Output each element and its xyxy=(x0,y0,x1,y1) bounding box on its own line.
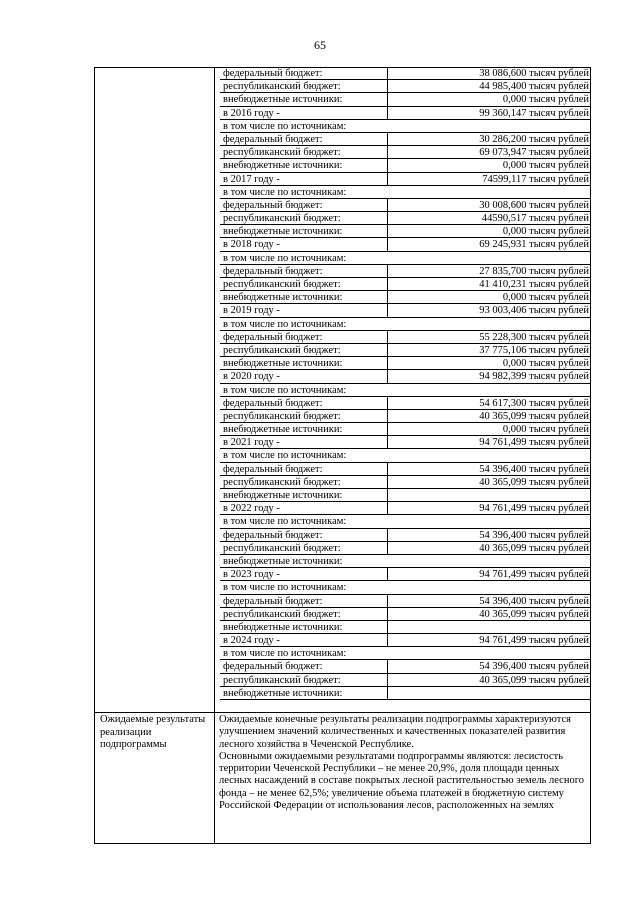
row-value: 44 985,400 тысяч рублей xyxy=(479,81,589,93)
row-label: федеральный бюджет: xyxy=(223,68,323,79)
table-row xyxy=(220,410,591,423)
row-value: 54 396,400 тысяч рублей xyxy=(479,529,589,541)
cell-divider xyxy=(387,67,388,79)
row-label: федеральный бюджет: xyxy=(223,133,323,145)
row-value: 0,000 тысяч рублей xyxy=(502,424,589,436)
row-value: 40 365,099 тысяч рублей xyxy=(479,608,589,620)
row-value: 94 761,499 тысяч рублей xyxy=(479,437,589,449)
row-value: 99 360,147 тысяч рублей xyxy=(479,107,589,119)
table-row xyxy=(220,687,591,700)
table-row xyxy=(220,159,591,172)
section-divider xyxy=(94,712,591,713)
table-row xyxy=(220,304,591,317)
row-value: 94 761,499 тысяч рублей xyxy=(479,635,589,647)
table-row xyxy=(220,265,591,278)
row-value: 38 086,600 тысяч рублей xyxy=(479,68,589,79)
table-row xyxy=(220,621,591,634)
cell-divider xyxy=(387,225,388,237)
table-row xyxy=(220,252,591,265)
row-label: федеральный бюджет: xyxy=(223,529,323,541)
row-label: федеральный бюджет: xyxy=(223,661,323,673)
cell-divider xyxy=(387,93,388,105)
row-label: федеральный бюджет: xyxy=(223,331,323,343)
table-row xyxy=(220,80,591,93)
table-row xyxy=(220,212,591,225)
row-label: внебюджетные источники: xyxy=(223,160,343,172)
row-label: республиканский бюджет: xyxy=(223,476,341,488)
section-paragraph: Ожидаемые конечные результаты реализации подпрограммы характеризуются улучшением значений количественных и качественных показателей развития лесного хозяйства в Чеченской Республике. xyxy=(219,714,571,750)
table-row xyxy=(220,173,591,186)
row-label: федеральный бюджет: xyxy=(223,265,323,277)
row-value: 27 835,700 тысяч рублей xyxy=(479,265,589,277)
table-row xyxy=(220,344,591,357)
row-label: в 2020 году - xyxy=(223,371,280,383)
table-row xyxy=(220,370,591,383)
table-row xyxy=(220,278,591,291)
table-row xyxy=(220,463,591,476)
section-paragraph: Основными ожидаемыми результатами подпрограммы являются: лесистость территории Чеченской Республики – не менее 20,9%, доля площади ценных лесных насаждений в составе покрытых лесной растительностью земель лесного фонда – не менее 62,5%; увеличение объема платежей в бюджетную систему Российской Федерации от использования лесов, расположенных на землях xyxy=(219,750,584,812)
table-row xyxy=(220,423,591,436)
table-column-divider xyxy=(214,67,215,844)
table-row xyxy=(220,436,591,449)
cell-divider xyxy=(387,529,388,541)
cell-divider xyxy=(387,173,388,185)
row-label: республиканский бюджет: xyxy=(223,279,341,290)
row-label: в том числе по источникам: xyxy=(223,582,347,594)
cell-divider xyxy=(387,608,388,620)
section-label: Ожидаемые результаты реализации подпрограммы xyxy=(100,714,206,750)
table-row xyxy=(220,186,591,199)
cell-divider xyxy=(387,291,388,303)
row-label: в 2016 году - xyxy=(223,107,280,119)
row-label: внебюджетные источники: xyxy=(223,621,343,633)
table-row xyxy=(220,581,591,594)
row-value: 54 396,400 тысяч рублей xyxy=(479,595,589,607)
cell-divider xyxy=(387,107,388,119)
table-row xyxy=(220,331,591,344)
table-row xyxy=(220,660,591,673)
cell-divider xyxy=(387,278,388,290)
cell-divider xyxy=(387,357,388,369)
cell-divider xyxy=(387,634,388,646)
cell-divider xyxy=(387,397,388,409)
row-label: республиканский бюджет: xyxy=(223,213,341,225)
row-label: внебюджетные источники: xyxy=(223,94,343,106)
row-label: федеральный бюджет: xyxy=(223,463,323,475)
cell-divider xyxy=(387,344,388,356)
table-row xyxy=(220,634,591,647)
row-label: внебюджетные источники: xyxy=(223,226,343,238)
table-row xyxy=(220,357,591,370)
row-label: внебюджетные источники: xyxy=(223,292,343,304)
row-value: 94 761,499 тысяч рублей xyxy=(479,569,589,581)
row-label: республиканский бюджет: xyxy=(223,410,341,422)
row-label: в 2023 году - xyxy=(223,569,280,581)
row-value: 44590,517 тысяч рублей xyxy=(481,213,589,225)
row-value: 69 245,931 тысяч рублей xyxy=(479,239,589,251)
row-label: внебюджетные источники: xyxy=(223,687,343,699)
row-label: внебюджетные источники: xyxy=(223,358,343,370)
cell-divider xyxy=(387,133,388,145)
cell-divider xyxy=(387,265,388,277)
cell-divider xyxy=(387,476,388,488)
row-value: 55 228,300 тысяч рублей xyxy=(479,331,589,343)
table-row xyxy=(220,529,591,542)
row-label: внебюджетные источники: xyxy=(223,424,343,436)
row-value: 0,000 тысяч рублей xyxy=(502,292,589,304)
row-label: республиканский бюджет: xyxy=(223,344,341,356)
row-value: 54 396,400 тысяч рублей xyxy=(479,463,589,475)
row-label: в 2022 году - xyxy=(223,503,280,515)
cell-divider xyxy=(387,331,388,343)
row-label: в том числе по источникам: xyxy=(223,648,347,660)
row-value: 0,000 тысяч рублей xyxy=(502,160,589,172)
row-label: в том числе по источникам: xyxy=(223,318,347,330)
cell-divider xyxy=(387,542,388,554)
row-label: республиканский бюджет: xyxy=(223,542,341,554)
cell-divider xyxy=(387,595,388,607)
row-label: в том числе по источникам: xyxy=(223,186,347,198)
section-text xyxy=(219,714,587,812)
table-row xyxy=(220,93,591,106)
row-label: в 2017 году - xyxy=(223,173,280,185)
table-row xyxy=(220,608,591,621)
cell-divider xyxy=(387,463,388,475)
row-value: 69 073,947 тысяч рублей xyxy=(479,147,589,159)
row-label: в том числе по источникам: xyxy=(223,450,347,462)
cell-divider xyxy=(387,568,388,580)
row-label: республиканский бюджет: xyxy=(223,674,341,686)
row-value: 54 396,400 тысяч рублей xyxy=(479,661,589,673)
row-value: 41 410,231 тысяч рублей xyxy=(479,279,589,290)
table-row xyxy=(220,238,591,251)
table-row xyxy=(220,397,591,410)
table-row xyxy=(220,449,591,462)
row-label: республиканский бюджет: xyxy=(223,81,341,93)
page-number: 65 xyxy=(314,38,326,52)
table-row xyxy=(220,318,591,331)
row-value: 37 775,106 тысяч рублей xyxy=(479,344,589,356)
row-value: 94 761,499 тысяч рублей xyxy=(479,503,589,515)
row-label: в 2018 году - xyxy=(223,239,280,251)
row-value: 0,000 тысяч рублей xyxy=(502,94,589,106)
cell-divider xyxy=(387,238,388,250)
table-row xyxy=(220,291,591,304)
row-label: внебюджетные источники: xyxy=(223,555,343,567)
row-label: в том числе по источникам: xyxy=(223,252,347,264)
row-value: 54 617,300 тысяч рублей xyxy=(479,397,589,409)
table-row xyxy=(220,107,591,120)
table-row xyxy=(220,146,591,159)
table-row xyxy=(220,476,591,489)
table-row xyxy=(220,555,591,568)
row-value: 0,000 тысяч рублей xyxy=(502,358,589,370)
row-label: в 2019 году - xyxy=(223,305,280,317)
row-label: республиканский бюджет: xyxy=(223,147,341,159)
table-row xyxy=(220,199,591,212)
table-row xyxy=(220,595,591,608)
row-label: федеральный бюджет: xyxy=(223,397,323,409)
row-value: 93 003,406 тысяч рублей xyxy=(479,305,589,317)
cell-divider xyxy=(387,436,388,448)
table-row xyxy=(220,120,591,133)
row-value: 74599,117 тысяч рублей xyxy=(482,173,589,185)
cell-divider xyxy=(387,370,388,382)
row-label: в том числе по источникам: xyxy=(223,384,347,396)
row-value: 40 365,099 тысяч рублей xyxy=(479,542,589,554)
cell-divider xyxy=(387,146,388,158)
cell-divider xyxy=(387,410,388,422)
row-label: в 2021 году - xyxy=(223,437,280,449)
table-row xyxy=(220,225,591,238)
row-label: федеральный бюджет: xyxy=(223,595,323,607)
table-row xyxy=(220,133,591,146)
cell-divider xyxy=(387,674,388,686)
table-row xyxy=(220,674,591,687)
row-value: 40 365,099 тысяч рублей xyxy=(479,476,589,488)
row-label: республиканский бюджет: xyxy=(223,608,341,620)
table-row xyxy=(220,489,591,502)
row-label: внебюджетные источники: xyxy=(223,490,343,501)
cell-divider xyxy=(387,212,388,224)
row-label: в том числе по источникам: xyxy=(223,120,347,132)
table-row xyxy=(220,647,591,660)
table-row xyxy=(220,67,591,80)
row-value: 40 365,099 тысяч рублей xyxy=(479,674,589,686)
cell-divider xyxy=(387,80,388,92)
row-label: федеральный бюджет: xyxy=(223,199,323,211)
cell-divider xyxy=(387,687,388,699)
cell-divider xyxy=(387,621,388,633)
row-value: 30 286,200 тысяч рублей xyxy=(479,133,589,145)
cell-divider xyxy=(387,502,388,514)
cell-divider xyxy=(387,489,388,501)
table-row xyxy=(220,542,591,555)
cell-divider xyxy=(387,159,388,171)
funding-rows xyxy=(220,67,591,700)
row-label: в 2024 году - xyxy=(223,635,280,647)
table-row xyxy=(220,515,591,528)
row-value: 94 982,399 тысяч рублей xyxy=(479,371,589,383)
row-value: 40 365,099 тысяч рублей xyxy=(479,410,589,422)
cell-divider xyxy=(387,423,388,435)
cell-divider xyxy=(387,660,388,672)
table-row xyxy=(220,502,591,515)
row-value: 0,000 тысяч рублей xyxy=(502,226,589,238)
row-value: 30 008,600 тысяч рублей xyxy=(479,199,589,211)
table-row xyxy=(220,384,591,397)
cell-divider xyxy=(387,199,388,211)
table-row xyxy=(220,568,591,581)
row-label: в том числе по источникам: xyxy=(223,516,347,528)
cell-divider xyxy=(387,304,388,316)
